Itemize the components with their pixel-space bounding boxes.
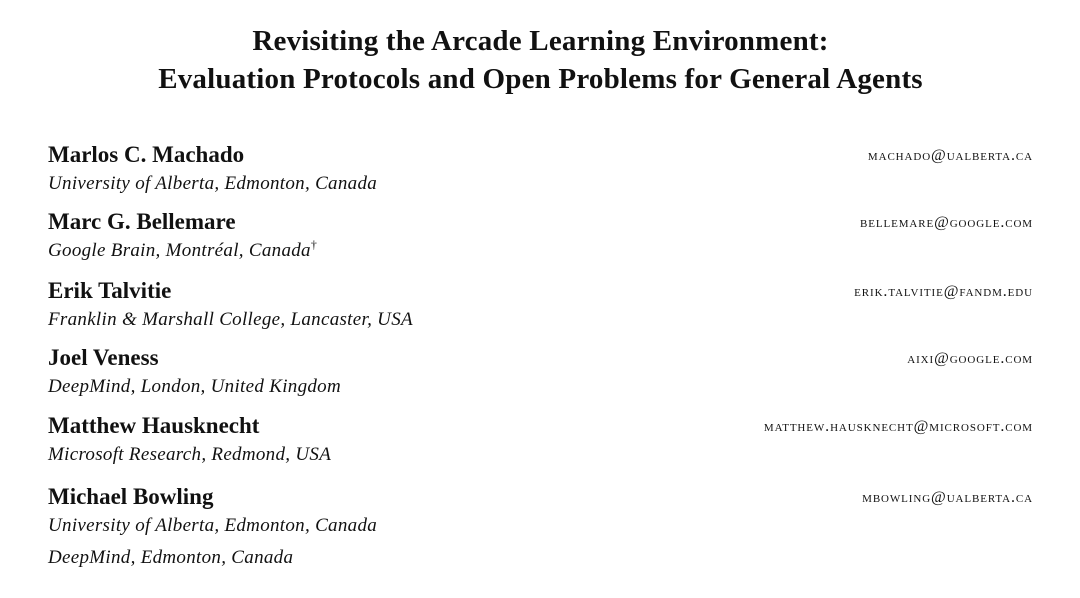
author-affiliation: DeepMind, Edmonton, Canada [48, 547, 294, 568]
paper-title-line-2: Evaluation Protocols and Open Problems for General Agents [158, 63, 923, 95]
author-affiliation [48, 239, 317, 263]
author-affiliation: University of Alberta, Edmonton, Canada [48, 173, 378, 194]
author-email[interactable]: mbowling@ualberta.ca [862, 489, 1033, 506]
author-affiliation-text: Google Brain, Montréal, Canada [48, 240, 311, 261]
author-email[interactable]: aixi@google.com [907, 350, 1033, 367]
author-affiliation: Franklin & Marshall College, Lancaster, USA [48, 309, 413, 330]
author-affiliation: University of Alberta, Edmonton, Canada [48, 515, 378, 536]
author-name: Joel Veness [48, 345, 159, 370]
author-name: Marc G. Bellemare [48, 209, 236, 234]
author-name: Michael Bowling [48, 484, 214, 509]
footnote-mark: † [310, 237, 318, 252]
author-affiliation: DeepMind, London, United Kingdom [48, 376, 341, 397]
author-email[interactable]: machado@ualberta.ca [867, 147, 1033, 164]
author-name: Matthew Hausknecht [48, 413, 260, 438]
author-name: Erik Talvitie [48, 278, 172, 303]
paper-title-line-1: Revisiting the Arcade Learning Environment: [252, 25, 829, 57]
paper-page [48, 0, 1033, 598]
author-email[interactable]: matthew.hausknecht@microsoft.com [763, 418, 1033, 435]
author-name: Marlos C. Machado [48, 142, 245, 167]
author-affiliation: Microsoft Research, Redmond, USA [48, 444, 332, 465]
paper-title [48, 22, 1033, 98]
author-email[interactable]: erik.talvitie@fandm.edu [854, 283, 1033, 300]
author-email[interactable]: bellemare@google.com [859, 214, 1033, 231]
